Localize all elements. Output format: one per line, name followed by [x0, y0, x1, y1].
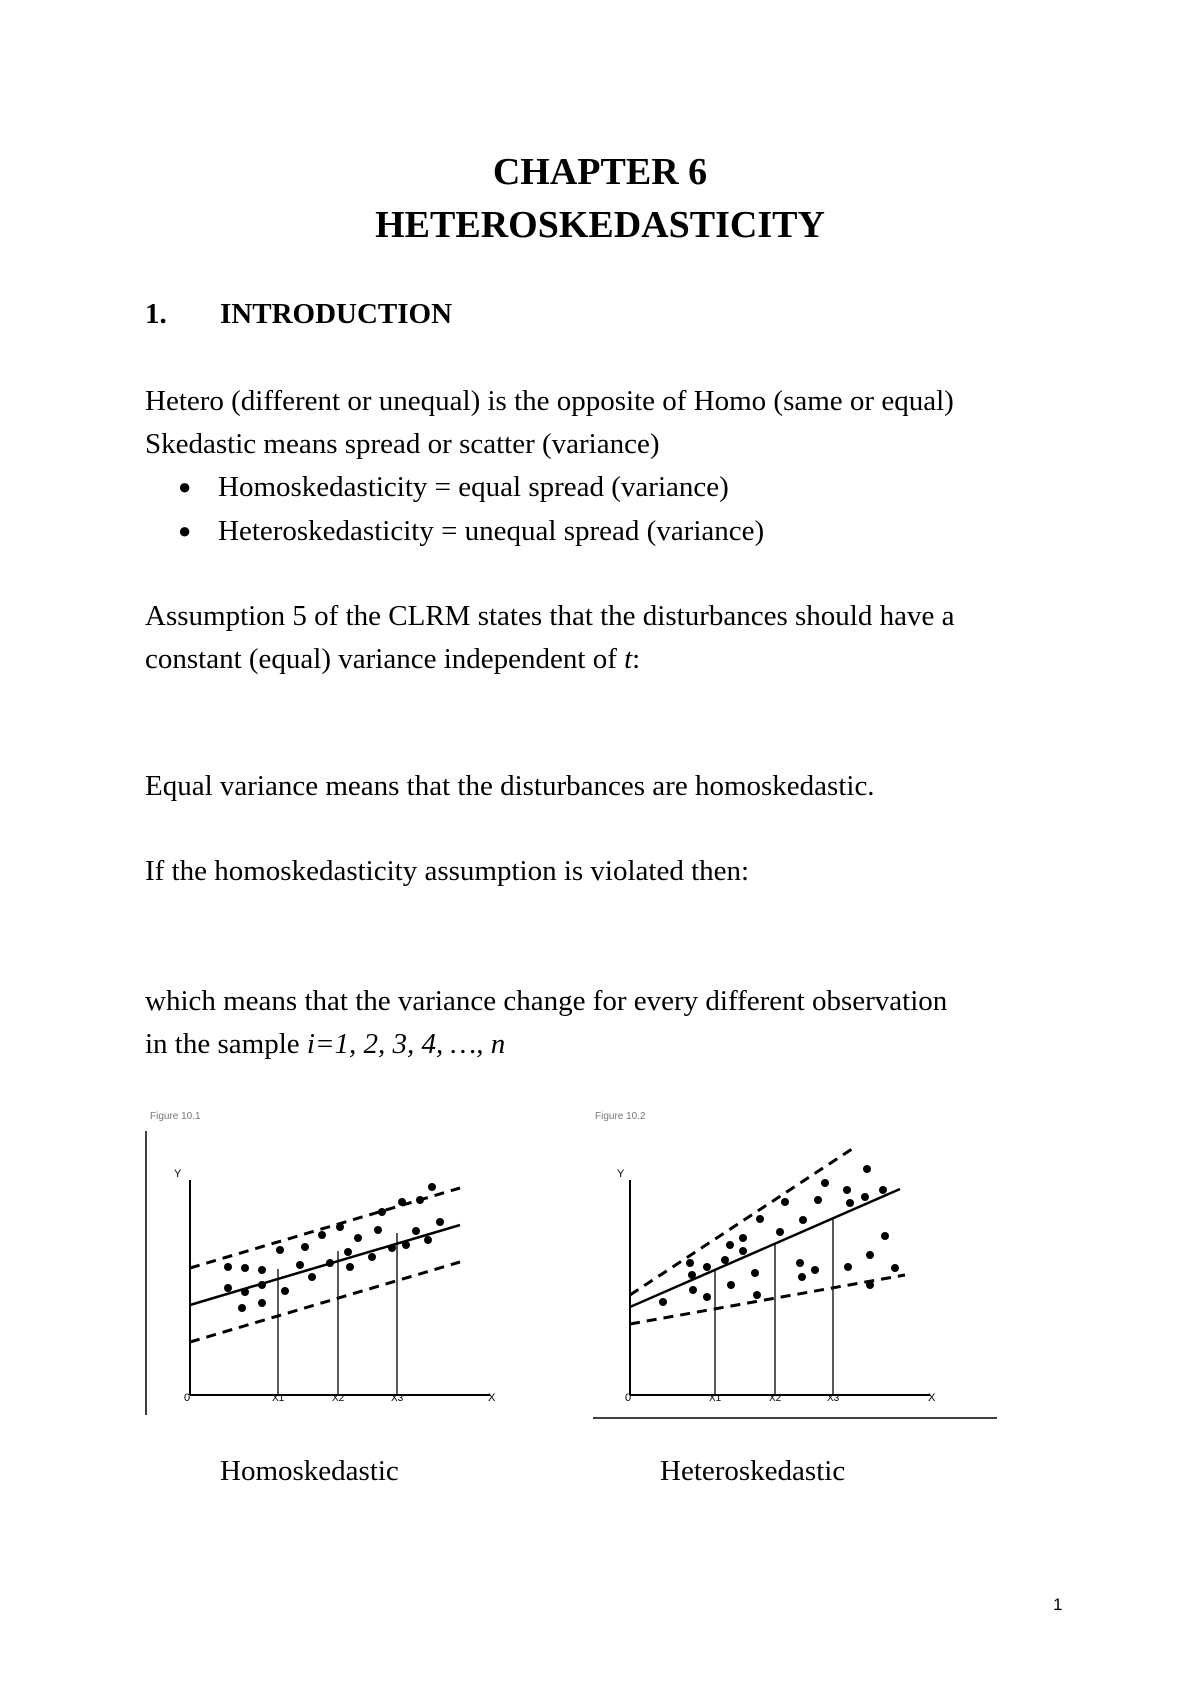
scatter-point [879, 1186, 887, 1194]
scatter-point [799, 1216, 807, 1224]
scatter-point [863, 1165, 871, 1173]
scatter-point [346, 1263, 354, 1271]
text-span: : [632, 643, 641, 675]
section-title: INTRODUCTION [220, 298, 453, 330]
upper-band [630, 1147, 855, 1295]
section-number: 1. [145, 298, 167, 330]
scatter-point [318, 1231, 326, 1239]
scatter-point [866, 1251, 874, 1259]
paragraph-assumption [145, 595, 954, 681]
scatter-point [398, 1198, 406, 1206]
list-item-text: Heteroskedasticity = unequal spread (variance) [218, 515, 765, 547]
bullet-icon: ● [178, 474, 192, 499]
scatter-point [689, 1286, 697, 1294]
paragraph-hetero-definition [145, 380, 954, 466]
scatter-point [881, 1232, 889, 1240]
scatter-point [241, 1264, 249, 1272]
scatter-point [378, 1208, 386, 1216]
scatter-point [424, 1236, 432, 1244]
text-line [145, 638, 954, 681]
scatter-point [224, 1284, 232, 1292]
scatter-point [354, 1234, 362, 1242]
scatter-point [402, 1241, 410, 1249]
scatter-point [776, 1228, 784, 1236]
definition-list [178, 465, 764, 553]
scatter-point [739, 1247, 747, 1255]
tick-x1: X1 [709, 1393, 722, 1404]
scatter-point [753, 1291, 761, 1299]
scatter-point [703, 1293, 711, 1301]
lower-band [190, 1262, 460, 1342]
tick-x2: X2 [769, 1393, 782, 1404]
scatter-point [258, 1281, 266, 1289]
scatter-point [798, 1273, 806, 1281]
origin-label: 0 [184, 1392, 191, 1404]
scatter-point [721, 1256, 729, 1264]
scatter-point [843, 1186, 851, 1194]
tick-x1: X1 [272, 1393, 285, 1404]
scatter-point [436, 1218, 444, 1226]
text-line [145, 1023, 947, 1066]
scatter-point [688, 1271, 696, 1279]
scatter-point [756, 1215, 764, 1223]
scatter-point [326, 1259, 334, 1267]
scatter-point [224, 1263, 232, 1271]
scatter-point [296, 1261, 304, 1269]
scatter-point [751, 1269, 759, 1277]
text-line: which means that the variance change for every different observation [145, 985, 948, 1017]
scatter-point [374, 1226, 382, 1234]
homoskedastic-figure [140, 1105, 560, 1425]
text-line: Assumption 5 of the CLRM states that the disturbances should have a [145, 600, 955, 632]
tick-x3: X3 [827, 1393, 840, 1404]
tick-x3: X3 [391, 1393, 404, 1404]
scatter-point [336, 1223, 344, 1231]
text-span: in the sample [145, 1028, 307, 1060]
lower-band [630, 1275, 905, 1324]
caption-heteroskedastic: Heteroskedastic [660, 1455, 846, 1487]
chapter-title: HETEROSKEDASTICITY [375, 204, 825, 246]
scatter-point [814, 1196, 822, 1204]
scatter-point [428, 1183, 436, 1191]
scatter-point [241, 1288, 249, 1296]
scatter-point [659, 1298, 667, 1306]
list-item [178, 465, 764, 509]
scatter-point [281, 1287, 289, 1295]
figure-label: Figure 10.2 [595, 1111, 646, 1122]
x-axis-label: X [488, 1392, 496, 1404]
scatter-points [659, 1165, 899, 1306]
paragraph-variance-change [145, 980, 947, 1066]
scatter-point [686, 1259, 694, 1267]
scatter-point [412, 1227, 420, 1235]
y-axis-label: Y [617, 1168, 625, 1180]
scatter-point [276, 1246, 284, 1254]
scatter-point [844, 1263, 852, 1271]
scatter-point [416, 1196, 424, 1204]
scatter-point [301, 1243, 309, 1251]
caption-homoskedastic: Homoskedastic [220, 1455, 399, 1487]
scatter-point [258, 1299, 266, 1307]
bullet-icon: ● [178, 518, 192, 543]
scatter-point [368, 1253, 376, 1261]
section-heading [145, 298, 452, 331]
scatter-point [727, 1281, 735, 1289]
y-axis-label: Y [174, 1168, 182, 1180]
scatter-point [258, 1266, 266, 1274]
scatter-point [739, 1234, 747, 1242]
text-span: constant (equal) variance independent of [145, 643, 625, 675]
x-axis-label: X [928, 1392, 936, 1404]
heteroskedastic-figure [585, 1105, 1005, 1425]
scatter-point [344, 1248, 352, 1256]
scatter-point [861, 1193, 869, 1201]
scatter-point [796, 1259, 804, 1267]
list-item [178, 509, 764, 553]
scatter-point [821, 1179, 829, 1187]
scatter-point [846, 1199, 854, 1207]
origin-label: 0 [625, 1392, 632, 1404]
paragraph-violation: If the homoskedasticity assumption is violated then: [145, 855, 750, 887]
scatter-point [891, 1264, 899, 1272]
figure-label: Figure 10.1 [150, 1111, 201, 1122]
text-line: Skedastic means spread or scatter (variance) [145, 428, 660, 460]
scatter-point [811, 1266, 819, 1274]
scatter-point [308, 1273, 316, 1281]
variable-t: t [624, 643, 633, 675]
page-number: 1 [1053, 1595, 1063, 1614]
list-item-text: Homoskedasticity = equal spread (variance) [218, 471, 729, 503]
text-line: Hetero (different or unequal) is the opposite of Homo (same or equal) [145, 385, 954, 417]
chapter-number: CHAPTER 6 [492, 151, 708, 193]
scatter-point [238, 1304, 246, 1312]
tick-x2: X2 [332, 1393, 345, 1404]
scatter-point [703, 1263, 711, 1271]
scatter-point [866, 1281, 874, 1289]
variable-index-range: i=1, 2, 3, 4, …, n [306, 1028, 506, 1060]
scatter-point [388, 1244, 396, 1252]
scatter-point [726, 1241, 734, 1249]
paragraph-equal-variance: Equal variance means that the disturbances are homoskedastic. [145, 770, 875, 802]
scatter-point [781, 1198, 789, 1206]
